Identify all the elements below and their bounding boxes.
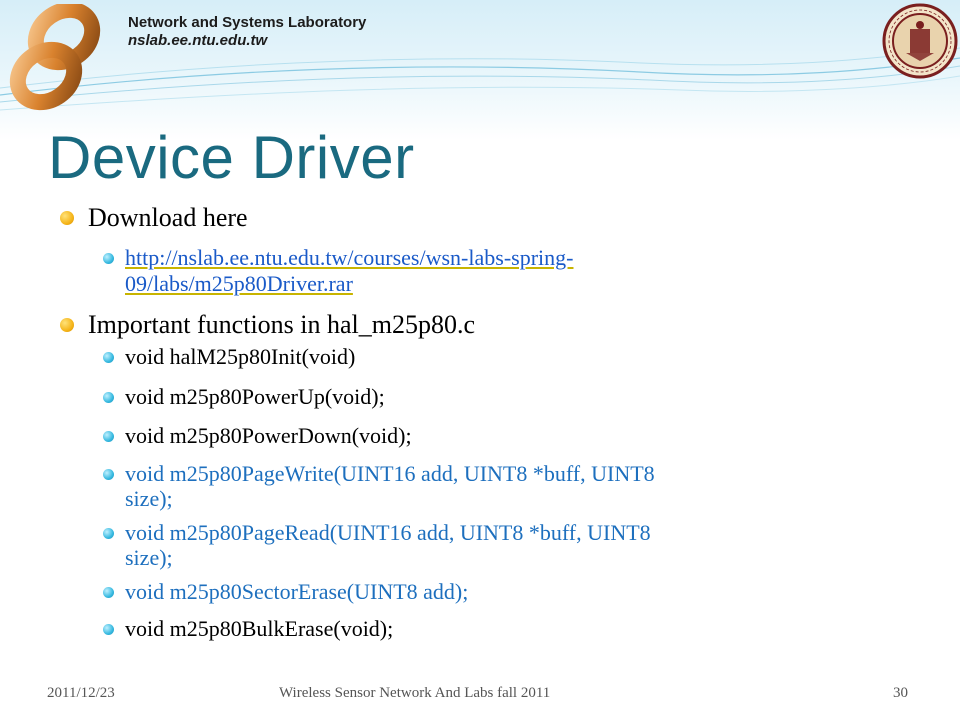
bullet-icon: [103, 528, 114, 539]
university-seal-icon: [882, 3, 958, 79]
bullet-icon: [103, 624, 114, 635]
bullet-text: Important functions in hal_m25p80.c: [88, 310, 476, 339]
bullet-icon: [103, 392, 114, 403]
bullet-icon: [103, 469, 114, 480]
footer-course: Wireless Sensor Network And Labs fall 2011: [279, 685, 551, 701]
nslab-logo-icon: [4, 4, 116, 116]
bullet-text: Download here: [88, 203, 248, 232]
bullet-icon: [103, 587, 114, 598]
driver-download-link-continued[interactable]: 09/labs/m25p80Driver.rar: [125, 271, 353, 296]
bullet-icon: [103, 352, 114, 363]
driver-download-link[interactable]: http://nslab.ee.ntu.edu.tw/courses/wsn-labs-spring-: [125, 245, 574, 270]
function-text: void m25p80PowerDown(void);: [125, 423, 412, 448]
footer-page-number: 30: [893, 685, 908, 701]
function-text: void halM25p80Init(void): [125, 344, 356, 369]
footer-date: 2011/12/23: [47, 685, 115, 701]
function-text: void m25p80PageWrite(UINT16 add, UINT8 *buff, UINT8: [125, 461, 655, 486]
function-text-continued: size);: [125, 486, 173, 511]
bullet-icon: [60, 318, 74, 332]
bullet-icon: [103, 431, 114, 442]
lab-name: Network and Systems Laboratory: [128, 14, 367, 31]
bullet-icon: [60, 211, 74, 225]
function-text-continued: size);: [125, 545, 173, 570]
lab-url: nslab.ee.ntu.edu.tw: [128, 32, 268, 49]
slide-title: Device Driver: [48, 124, 415, 191]
function-text: void m25p80PageRead(UINT16 add, UINT8 *buff, UINT8: [125, 520, 651, 545]
function-text: void m25p80PowerUp(void);: [125, 384, 385, 409]
function-text: void m25p80SectorErase(UINT8 add);: [125, 579, 469, 604]
bullet-icon: [103, 253, 114, 264]
function-text: void m25p80BulkErase(void);: [125, 616, 394, 641]
